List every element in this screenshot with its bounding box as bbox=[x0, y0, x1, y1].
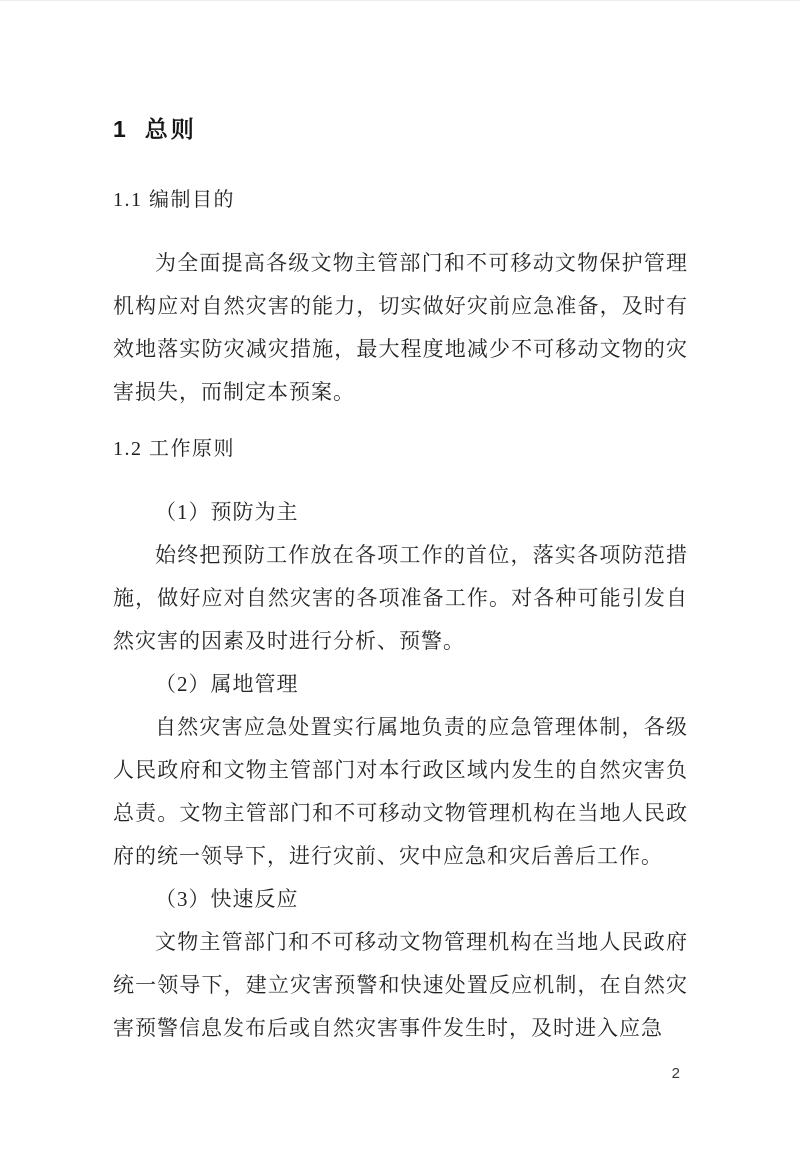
chapter-heading bbox=[113, 108, 688, 151]
paragraph-purpose: 为全面提高各级文物主管部门和不可移动文物保护管理机构应对自然灾害的能力，切实做好灾前应急准备，及时有效地落实防灾减灾措施，最大程度地减少不可移动文物的灾害损失，而制定本预案。 bbox=[113, 251, 688, 404]
subsection-heading-1-2: 1.2 工作原则 bbox=[113, 438, 235, 460]
list-item-territorial-management: （2）属地管理 bbox=[155, 672, 299, 696]
paragraph-rapid-response: 文物主管部门和不可移动文物管理机构在当地人民政府统一领导下，建立灾害预警和快速处置反应机制，在自然灾害预警信息发布后或自然灾害事件发生时，及时进入应急 bbox=[113, 930, 688, 1040]
subsection-heading-1-1: 1.1 编制目的 bbox=[113, 189, 235, 211]
chapter-title: 总则 bbox=[144, 116, 197, 142]
list-item-rapid-response: （3）快速反应 bbox=[155, 887, 299, 911]
page-number: 2 bbox=[671, 1065, 680, 1082]
chapter-number: 1 bbox=[113, 116, 126, 142]
paragraph-prevention: 始终把预防工作放在各项工作的首位，落实各项防范措施，做好应对自然灾害的各项准备工作。对各种可能引发自然灾害的因素及时进行分析、预警。 bbox=[113, 543, 688, 653]
list-item-prevention-first: （1）预防为主 bbox=[155, 500, 299, 524]
paragraph-territorial: 自然灾害应急处置实行属地负责的应急管理体制，各级人民政府和文物主管部门对本行政区域内发生的自然灾害负总责。文物主管部门和不可移动文物管理机构在当地人民政府的统一领导下，进行灾前、灾中应急和灾后善后工作。 bbox=[113, 715, 688, 868]
